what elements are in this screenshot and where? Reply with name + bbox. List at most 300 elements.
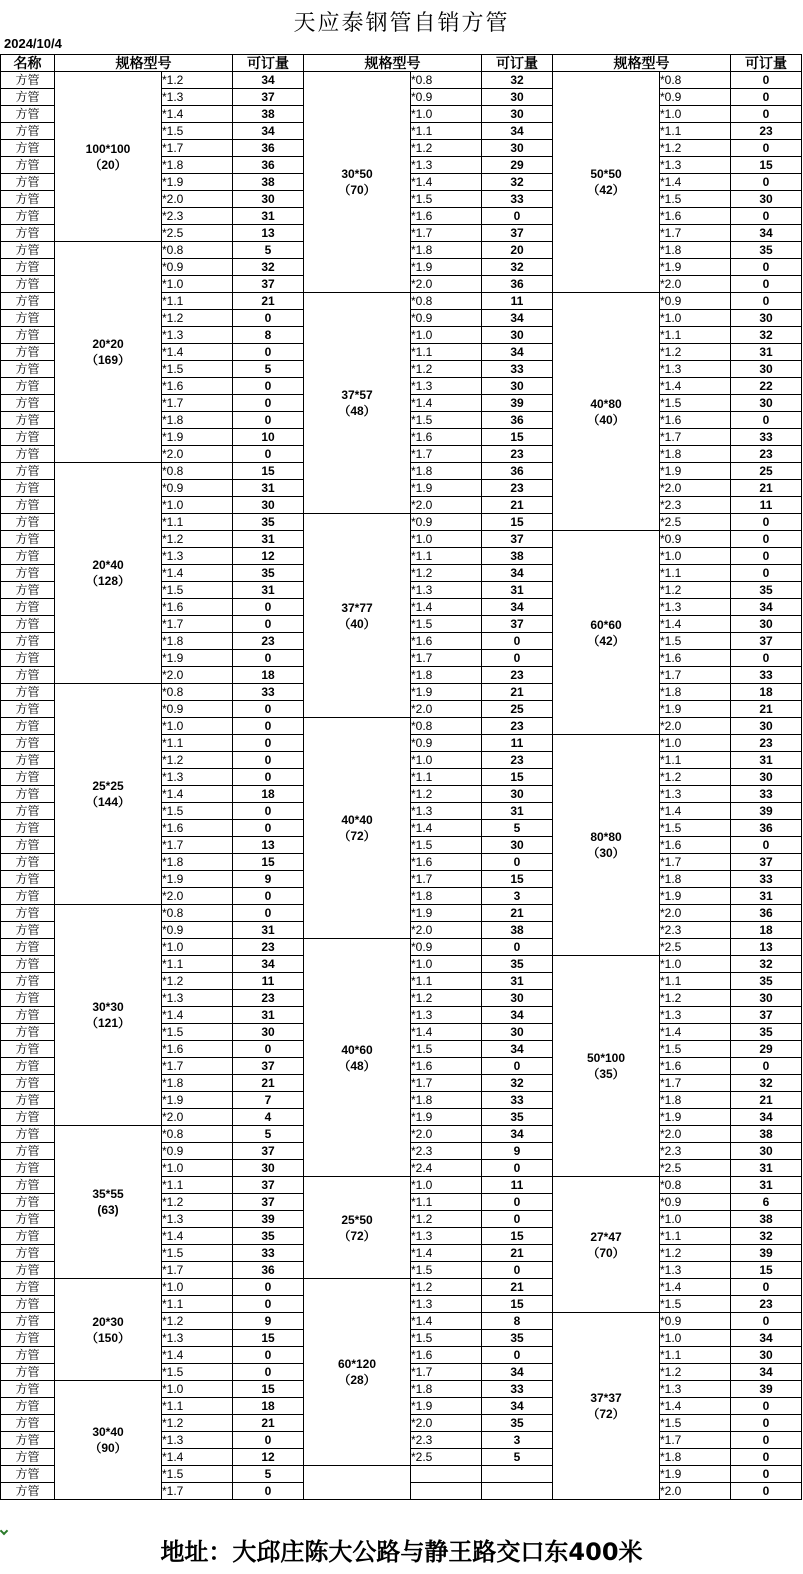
quantity-cell: 34 [482,1398,553,1415]
thickness-cell: *1.7 [411,1075,482,1092]
product-name-cell: 方管 [1,140,55,157]
quantity-cell: 29 [482,157,553,174]
product-name-cell: 方管 [1,548,55,565]
thickness-cell: *1.3 [660,157,731,174]
thickness-cell: *1.8 [162,1075,233,1092]
thickness-cell: *2.0 [411,497,482,514]
product-name-cell: 方管 [1,1092,55,1109]
quantity-cell: 21 [233,1415,304,1432]
quantity-cell: 39 [731,1381,802,1398]
product-name-cell: 方管 [1,633,55,650]
quantity-cell: 32 [482,72,553,89]
quantity-cell: 0 [731,548,802,565]
quantity-cell: 30 [731,395,802,412]
thickness-cell: *1.4 [411,395,482,412]
quantity-cell: 30 [233,1160,304,1177]
product-name-cell: 方管 [1,718,55,735]
quantity-cell: 36 [482,463,553,480]
thickness-cell: *1.0 [162,1160,233,1177]
product-name-cell: 方管 [1,616,55,633]
thickness-cell: *1.4 [162,1347,233,1364]
product-name-cell: 方管 [1,1075,55,1092]
thickness-cell: *1.4 [660,174,731,191]
product-name-cell: 方管 [1,327,55,344]
thickness-cell: *1.1 [660,973,731,990]
quantity-cell: 30 [482,837,553,854]
quantity-cell: 8 [233,327,304,344]
thickness-cell: *1.5 [660,1415,731,1432]
table-row [1,1279,802,1296]
size-count: （121） [85,1016,131,1030]
quantity-cell: 0 [731,1449,802,1466]
quantity-cell: 0 [482,650,553,667]
thickness-cell: *1.3 [162,990,233,1007]
thickness-cell: *1.3 [162,1330,233,1347]
quantity-cell: 30 [233,497,304,514]
product-name-cell: 方管 [1,446,55,463]
size-label: 20*30 [92,1314,124,1329]
quantity-cell: 32 [482,1075,553,1092]
quantity-cell: 15 [731,157,802,174]
thickness-cell: *1.7 [660,854,731,871]
thickness-cell: *1.4 [660,378,731,395]
thickness-cell: *1.6 [660,650,731,667]
thickness-cell: *1.5 [162,803,233,820]
thickness-cell: *1.0 [411,531,482,548]
quantity-cell: 0 [731,531,802,548]
size-group-cell [55,905,162,1126]
size-label: 20*20 [92,337,124,351]
quantity-cell: 34 [482,123,553,140]
quantity-cell: 30 [731,769,802,786]
thickness-cell: *1.5 [660,1041,731,1058]
quantity-cell: 0 [233,905,304,922]
quantity-cell: 30 [482,89,553,106]
size-group-cell [553,72,660,293]
quantity-cell: 0 [233,599,304,616]
thickness-cell: *1.7 [411,650,482,667]
quantity-cell: 34 [482,1007,553,1024]
quantity-cell: 0 [233,1347,304,1364]
quantity-cell: 9 [233,871,304,888]
thickness-cell: *2.0 [411,1126,482,1143]
product-name-cell: 方管 [1,531,55,548]
quantity-cell: 0 [731,514,802,531]
quantity-cell: 7 [233,1092,304,1109]
product-name-cell: 方管 [1,1177,55,1194]
header-qty: 可订量 [731,55,802,72]
thickness-cell: *1.2 [660,990,731,1007]
product-name-cell: 方管 [1,344,55,361]
quantity-cell [482,1483,553,1500]
quantity-cell: 36 [731,905,802,922]
quantity-cell: 0 [731,1313,802,1330]
product-name-cell: 方管 [1,1432,55,1449]
product-name-cell: 方管 [1,667,55,684]
size-group-cell [304,1279,411,1466]
header-row [1,55,802,72]
thickness-cell: *1.9 [411,259,482,276]
quantity-cell: 0 [233,344,304,361]
product-name-cell: 方管 [1,123,55,140]
page-title: 天应泰钢管自销方管 [293,11,510,36]
thickness-cell: *1.2 [162,1313,233,1330]
quantity-cell: 30 [482,140,553,157]
product-name-cell: 方管 [1,565,55,582]
thickness-cell: *1.0 [162,718,233,735]
thickness-cell: *1.9 [660,1466,731,1483]
quantity-cell: 34 [731,225,802,242]
thickness-cell: *1.3 [162,1211,233,1228]
header-name: 名称 [1,55,55,72]
thickness-cell: *0.8 [162,463,233,480]
thickness-cell: *1.7 [660,225,731,242]
thickness-cell: *0.8 [411,293,482,310]
quantity-cell: 0 [233,1483,304,1500]
quantity-cell: 0 [233,378,304,395]
quantity-cell: 34 [731,1364,802,1381]
quantity-cell: 5 [233,242,304,259]
thickness-cell: *1.1 [162,1398,233,1415]
thickness-cell: *1.2 [162,1194,233,1211]
thickness-cell: *2.0 [660,718,731,735]
quantity-cell: 36 [731,820,802,837]
thickness-cell: *0.9 [411,89,482,106]
header-qty: 可订量 [233,55,304,72]
quantity-cell: 0 [233,1279,304,1296]
size-count: （128） [85,574,131,588]
size-count: （70） [587,1245,625,1260]
thickness-cell: *1.6 [411,429,482,446]
size-label: 30*50 [341,167,373,181]
thickness-cell: *2.0 [162,888,233,905]
quantity-cell: 34 [482,1126,553,1143]
thickness-cell: *1.1 [660,565,731,582]
quantity-cell: 34 [482,1364,553,1381]
thickness-cell: *0.9 [660,1313,731,1330]
product-name-cell: 方管 [1,1211,55,1228]
thickness-cell: *1.9 [660,463,731,480]
quantity-cell: 5 [482,1449,553,1466]
thickness-cell: *1.1 [162,514,233,531]
quantity-cell: 35 [482,956,553,973]
size-count: （150） [85,1330,131,1345]
quantity-cell: 23 [731,1296,802,1313]
product-name-cell: 方管 [1,514,55,531]
thickness-cell: *1.7 [411,225,482,242]
thickness-cell: *1.2 [162,752,233,769]
quantity-cell: 21 [731,1092,802,1109]
quantity-cell: 32 [482,259,553,276]
thickness-cell: *1.0 [162,939,233,956]
quantity-cell: 0 [731,208,802,225]
quantity-cell: 30 [482,1024,553,1041]
quantity-cell: 23 [482,718,553,735]
size-count: （42） [587,633,625,648]
thickness-cell: *1.0 [411,956,482,973]
quantity-cell: 38 [731,1211,802,1228]
quantity-cell: 0 [233,735,304,752]
thickness-cell: *1.9 [660,1109,731,1126]
size-label: 80*80 [590,830,622,844]
product-name-cell: 方管 [1,412,55,429]
quantity-cell: 38 [731,1126,802,1143]
quantity-cell: 36 [233,157,304,174]
product-name-cell: 方管 [1,684,55,701]
thickness-cell: *1.4 [660,803,731,820]
thickness-cell: *2.5 [660,1160,731,1177]
quantity-cell: 21 [731,480,802,497]
thickness-cell: *1.7 [660,1075,731,1092]
product-name-cell: 方管 [1,1483,55,1500]
quantity-cell: 39 [731,803,802,820]
product-name-cell: 方管 [1,157,55,174]
quantity-cell: 34 [482,599,553,616]
quantity-cell: 0 [233,820,304,837]
thickness-cell: *1.6 [660,208,731,225]
size-count: (63) [97,1203,119,1217]
quantity-cell: 39 [731,1245,802,1262]
quantity-cell: 0 [482,939,553,956]
quantity-cell: 0 [482,208,553,225]
thickness-cell: *1.5 [162,1364,233,1381]
quantity-cell: 0 [233,1296,304,1313]
thickness-cell: *1.7 [162,1058,233,1075]
quantity-cell: 18 [731,684,802,701]
product-name-cell: 方管 [1,395,55,412]
quantity-cell: 34 [731,599,802,616]
size-label: 40*60 [341,1042,373,1057]
product-name-cell: 方管 [1,1449,55,1466]
thickness-cell: *1.1 [162,293,233,310]
size-group-cell [55,1381,162,1500]
size-group-cell [304,1177,411,1279]
quantity-cell: 34 [233,123,304,140]
quantity-cell: 0 [731,1415,802,1432]
size-count: （90） [89,1441,127,1455]
quantity-cell: 23 [233,633,304,650]
thickness-cell: *1.1 [411,769,482,786]
thickness-cell: *2.0 [660,1126,731,1143]
quantity-cell: 34 [482,344,553,361]
quantity-cell: 31 [731,888,802,905]
quantity-cell: 33 [233,1245,304,1262]
quantity-cell: 0 [233,650,304,667]
thickness-cell: *1.1 [660,123,731,140]
product-name-cell: 方管 [1,701,55,718]
quantity-cell: 30 [731,1143,802,1160]
thickness-cell: *1.3 [411,582,482,599]
product-name-cell: 方管 [1,1364,55,1381]
thickness-cell: *1.0 [660,310,731,327]
quantity-cell: 6 [731,1194,802,1211]
size-group-cell [304,293,411,514]
thickness-cell: *1.3 [411,1296,482,1313]
quantity-cell: 0 [233,446,304,463]
thickness-cell: *1.7 [162,1262,233,1279]
thickness-cell: *2.4 [411,1160,482,1177]
product-name-cell: 方管 [1,1041,55,1058]
thickness-cell: *1.7 [162,1483,233,1500]
thickness-cell: *1.0 [411,1177,482,1194]
size-label: 100*100 [85,141,131,156]
thickness-cell: *1.2 [411,1279,482,1296]
thickness-cell: *2.3 [411,1143,482,1160]
thickness-cell: *1.6 [162,1041,233,1058]
quantity-cell: 11 [482,293,553,310]
quantity-cell: 37 [482,531,553,548]
thickness-cell: *1.3 [660,1007,731,1024]
quantity-cell: 35 [482,1415,553,1432]
thickness-cell: *1.1 [660,1228,731,1245]
quantity-cell: 11 [233,973,304,990]
thickness-cell: *1.1 [411,1194,482,1211]
thickness-cell: *0.8 [660,1177,731,1194]
product-name-cell: 方管 [1,361,55,378]
quantity-cell: 20 [482,242,553,259]
product-name-cell: 方管 [1,922,55,939]
product-name-cell: 方管 [1,1109,55,1126]
thickness-cell: *1.2 [162,1415,233,1432]
quantity-cell: 0 [233,395,304,412]
quantity-cell: 32 [731,1228,802,1245]
product-name-cell: 方管 [1,1262,55,1279]
thickness-cell: *1.3 [411,803,482,820]
size-count: （48） [338,404,376,418]
size-group-cell [304,718,411,939]
thickness-cell: *1.5 [411,1330,482,1347]
quantity-cell: 30 [731,361,802,378]
thickness-cell: *1.1 [411,548,482,565]
thickness-cell: *1.7 [660,667,731,684]
quantity-cell: 0 [731,259,802,276]
thickness-cell: *1.9 [660,259,731,276]
thickness-cell: *0.9 [660,1194,731,1211]
thickness-cell: *0.9 [411,514,482,531]
thickness-cell: *2.3 [660,1143,731,1160]
size-count: （35） [587,1067,625,1081]
size-label: 20*40 [92,558,124,572]
thickness-cell: *2.0 [411,276,482,293]
quantity-cell: 18 [731,922,802,939]
quantity-cell: 5 [482,820,553,837]
thickness-cell: *1.1 [162,1296,233,1313]
thickness-cell: *0.9 [660,293,731,310]
quantity-cell: 15 [731,1262,802,1279]
thickness-cell: *1.3 [162,548,233,565]
quantity-cell: 31 [731,752,802,769]
size-group-cell [304,1466,411,1500]
thickness-cell: *1.1 [162,735,233,752]
thickness-cell: *1.1 [411,123,482,140]
thickness-cell: *2.0 [162,446,233,463]
thickness-cell: *1.8 [411,888,482,905]
quantity-cell: 25 [482,701,553,718]
thickness-cell [411,1466,482,1483]
thickness-cell: *1.2 [660,344,731,361]
quantity-cell: 30 [482,106,553,123]
thickness-cell: *1.7 [660,1432,731,1449]
thickness-cell: *1.7 [411,871,482,888]
thickness-cell [411,1483,482,1500]
quantity-cell: 11 [731,497,802,514]
thickness-cell: *1.6 [411,1347,482,1364]
product-name-cell: 方管 [1,820,55,837]
header-spec: 规格型号 [55,55,233,72]
quantity-cell: 5 [233,361,304,378]
thickness-cell: *2.0 [411,922,482,939]
size-label: 27*47 [590,1229,622,1244]
product-name-cell: 方管 [1,1347,55,1364]
thickness-cell: *1.8 [660,871,731,888]
quantity-cell: 0 [731,650,802,667]
thickness-cell: *1.6 [660,837,731,854]
thickness-cell: *0.9 [660,531,731,548]
quantity-cell: 23 [731,735,802,752]
thickness-cell: *2.3 [660,922,731,939]
size-label: 37*57 [341,388,373,402]
thickness-cell: *1.4 [660,1279,731,1296]
quantity-cell: 0 [731,174,802,191]
quantity-cell: 30 [482,990,553,1007]
quantity-cell: 34 [731,1109,802,1126]
thickness-cell: *1.4 [162,1007,233,1024]
thickness-cell: *1.5 [660,820,731,837]
quantity-cell: 31 [482,803,553,820]
thickness-cell: *1.8 [660,1449,731,1466]
thickness-cell: *0.9 [411,939,482,956]
thickness-cell: *1.2 [162,973,233,990]
thickness-cell: *1.3 [660,599,731,616]
thickness-cell: *1.0 [660,1211,731,1228]
size-count: （70） [338,183,376,197]
quantity-cell: 15 [482,1296,553,1313]
thickness-cell: *1.4 [162,344,233,361]
thickness-cell: *1.9 [162,429,233,446]
thickness-cell: *1.9 [660,701,731,718]
product-name-cell: 方管 [1,888,55,905]
thickness-cell: *0.9 [411,310,482,327]
thickness-cell: *1.8 [162,854,233,871]
thickness-cell: *1.3 [660,786,731,803]
thickness-cell: *1.2 [162,72,233,89]
quantity-cell: 35 [233,1228,304,1245]
quantity-cell: 9 [482,1143,553,1160]
product-name-cell: 方管 [1,378,55,395]
thickness-cell: *1.3 [162,89,233,106]
thickness-cell: *2.3 [162,208,233,225]
quantity-cell: 31 [233,208,304,225]
size-group-cell [55,684,162,905]
quantity-cell: 0 [731,89,802,106]
thickness-cell: *1.5 [660,191,731,208]
thickness-cell: *1.8 [660,446,731,463]
size-group-cell [55,72,162,242]
product-name-cell: 方管 [1,1007,55,1024]
thickness-cell: *1.5 [411,616,482,633]
quantity-cell: 11 [482,1177,553,1194]
thickness-cell: *2.5 [162,225,233,242]
thickness-cell: *1.6 [411,1058,482,1075]
thickness-cell: *0.8 [660,72,731,89]
thickness-cell: *1.7 [162,395,233,412]
thickness-cell: *1.2 [660,140,731,157]
quantity-cell: 33 [731,667,802,684]
quantity-cell: 23 [482,446,553,463]
quantity-cell: 0 [731,72,802,89]
date-label: 2024/10/4 [4,36,62,51]
thickness-cell: *1.3 [660,1262,731,1279]
